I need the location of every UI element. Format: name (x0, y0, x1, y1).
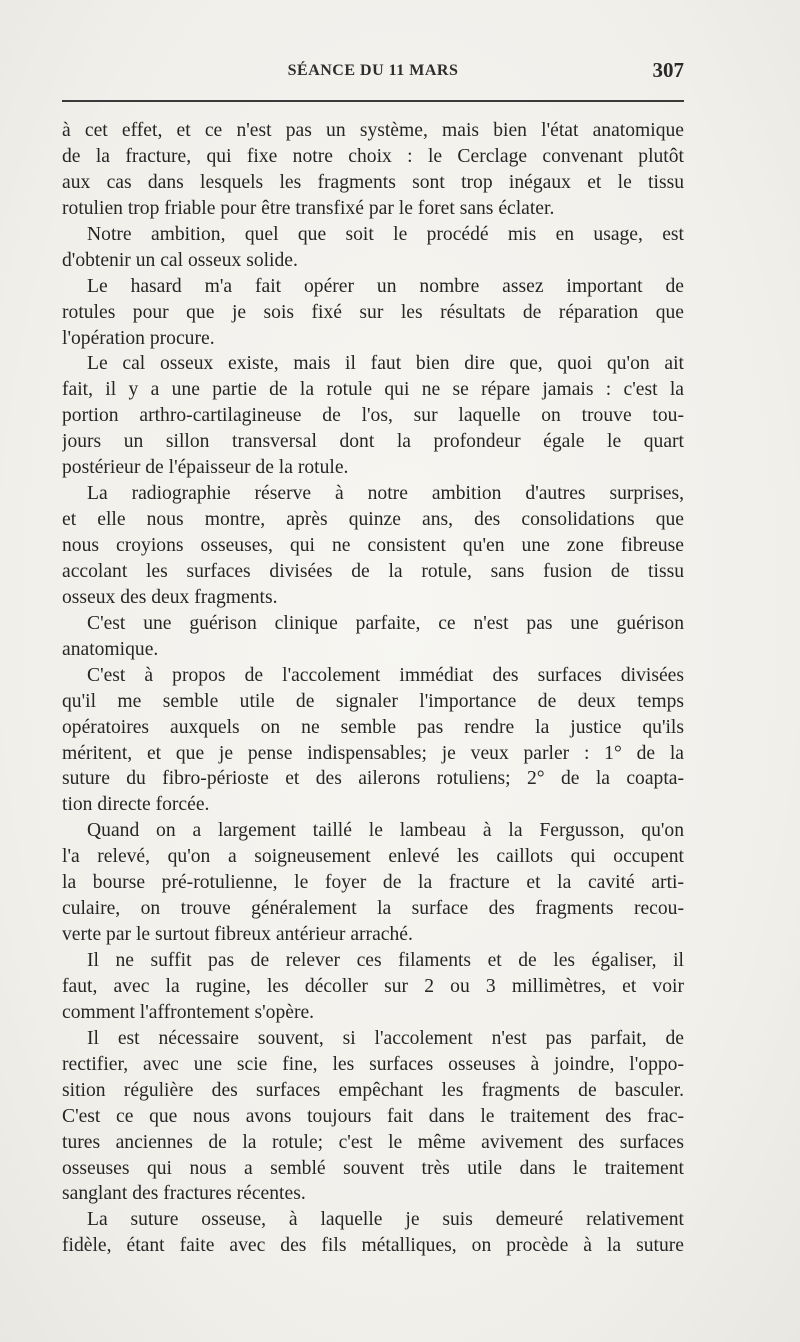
text-line: accolant les surfaces divisées de la rotule, sans fusion de tissu (62, 560, 684, 582)
text-line: C'est à propos de l'accolement immédiat des surfaces divisées (87, 664, 684, 686)
header-rule (62, 100, 684, 102)
text-line: tures anciennes de la rotule; c'est le même avivement des surfaces (62, 1131, 684, 1153)
text-line: portion arthro-cartilagineuse de l'os, sur laquelle on trouve tou- (62, 405, 684, 427)
text-line: l'opération procure. (62, 327, 215, 349)
text-line: faut, avec la rugine, les décoller sur 2 ou 3 millimètres, et voir (62, 975, 684, 997)
text-line: méritent, et que je pense indispensables; je veux parler : 1° de la (62, 742, 684, 764)
text-line: Quand on a largement taillé le lambeau à la Fergusson, qu'on (87, 820, 684, 842)
text-line: de la fracture, qui fixe notre choix : le Cerclage convenant plutôt (62, 145, 684, 167)
text-line: opératoires auxquels on ne semble pas rendre la justice qu'ils (62, 716, 684, 738)
text-line: La suture osseuse, à laquelle je suis demeuré relativement (87, 1209, 684, 1231)
text-line: sition régulière des surfaces empêchant les fragments de basculer. (62, 1079, 684, 1101)
text-line: anatomique. (62, 638, 159, 660)
text-line: fidèle, étant faite avec des fils métalliques, on procède à la suture (62, 1235, 684, 1257)
text-line: rotules pour que je sois fixé sur les résultats de réparation que (62, 301, 684, 323)
text-line: rotulien trop friable pour être transfixé par le foret sans éclater. (62, 197, 555, 219)
text-line: osseuses qui nous a semblé souvent très utile dans le traitement (62, 1157, 684, 1179)
text-line: Le cal osseux existe, mais il faut bien dire que, quoi qu'on ait (87, 353, 684, 375)
text-line: Le hasard m'a fait opérer un nombre assez important de (87, 275, 684, 297)
text-line: sanglant des fractures récentes. (62, 1183, 306, 1205)
text-line: suture du fibro-périoste et des ailerons rotuliens; 2° de la coapta- (62, 768, 684, 790)
text-line: comment l'affrontement s'opère. (62, 1001, 315, 1023)
text-line: postérieur de l'épaisseur de la rotule. (62, 457, 349, 479)
text-line: rectifier, avec une scie fine, les surfaces osseuses à joindre, l'oppo- (62, 1053, 684, 1075)
text-line: à cet effet, et ce n'est pas un système, mais bien l'état anatomique (62, 120, 684, 141)
text-line: Il ne suffit pas de relever ces filaments et de les égaliser, il (87, 950, 684, 971)
text-line: et elle nous montre, après quinze ans, des consolidations que (62, 509, 684, 531)
text-line: l'a relevé, qu'on a soigneusement enlevé les caillots qui occupent (62, 846, 684, 868)
page-number: 307 (652, 58, 684, 82)
body-text (62, 118, 684, 1259)
text-line: fait, il y a une partie de la rotule qui ne se répare jamais : c'est la (62, 379, 684, 401)
text-line: jours un sillon transversal dont la profondeur égale le quart (62, 431, 684, 453)
text-line: culaire, on trouve généralement la surface des fragments recou- (62, 898, 684, 920)
text-line: Il est nécessaire souvent, si l'accolement n'est pas parfait, de (87, 1027, 684, 1049)
text-line: C'est ce que nous avons toujours fait dans le traitement des frac- (62, 1105, 684, 1127)
text-line: la bourse pré-rotulienne, le foyer de la fracture et la cavité arti- (62, 872, 684, 894)
text-line: C'est une guérison clinique parfaite, ce n'est pas une guérison (87, 612, 684, 634)
text-line: Notre ambition, quel que soit le procédé mis en usage, est (87, 223, 684, 245)
text-line: nous croyions osseuses, qui ne consistent qu'en une zone fibreuse (62, 535, 684, 556)
text-line: tion directe forcée. (62, 794, 210, 816)
text-line: osseux des deux fragments. (62, 586, 278, 608)
text-line: La radiographie réserve à notre ambition d'autres surprises, (87, 483, 684, 505)
text-line: d'obtenir un cal osseux solide. (62, 249, 298, 271)
page-header (62, 58, 684, 88)
running-head: SÉANCE DU 11 MARS (287, 62, 459, 79)
text-line: aux cas dans lesquels les fragments sont trop inégaux et le tissu (62, 171, 684, 193)
text-line: qu'il me semble utile de signaler l'importance de deux temps (62, 690, 684, 712)
text-line: verte par le surtout fibreux antérieur arraché. (62, 924, 413, 946)
